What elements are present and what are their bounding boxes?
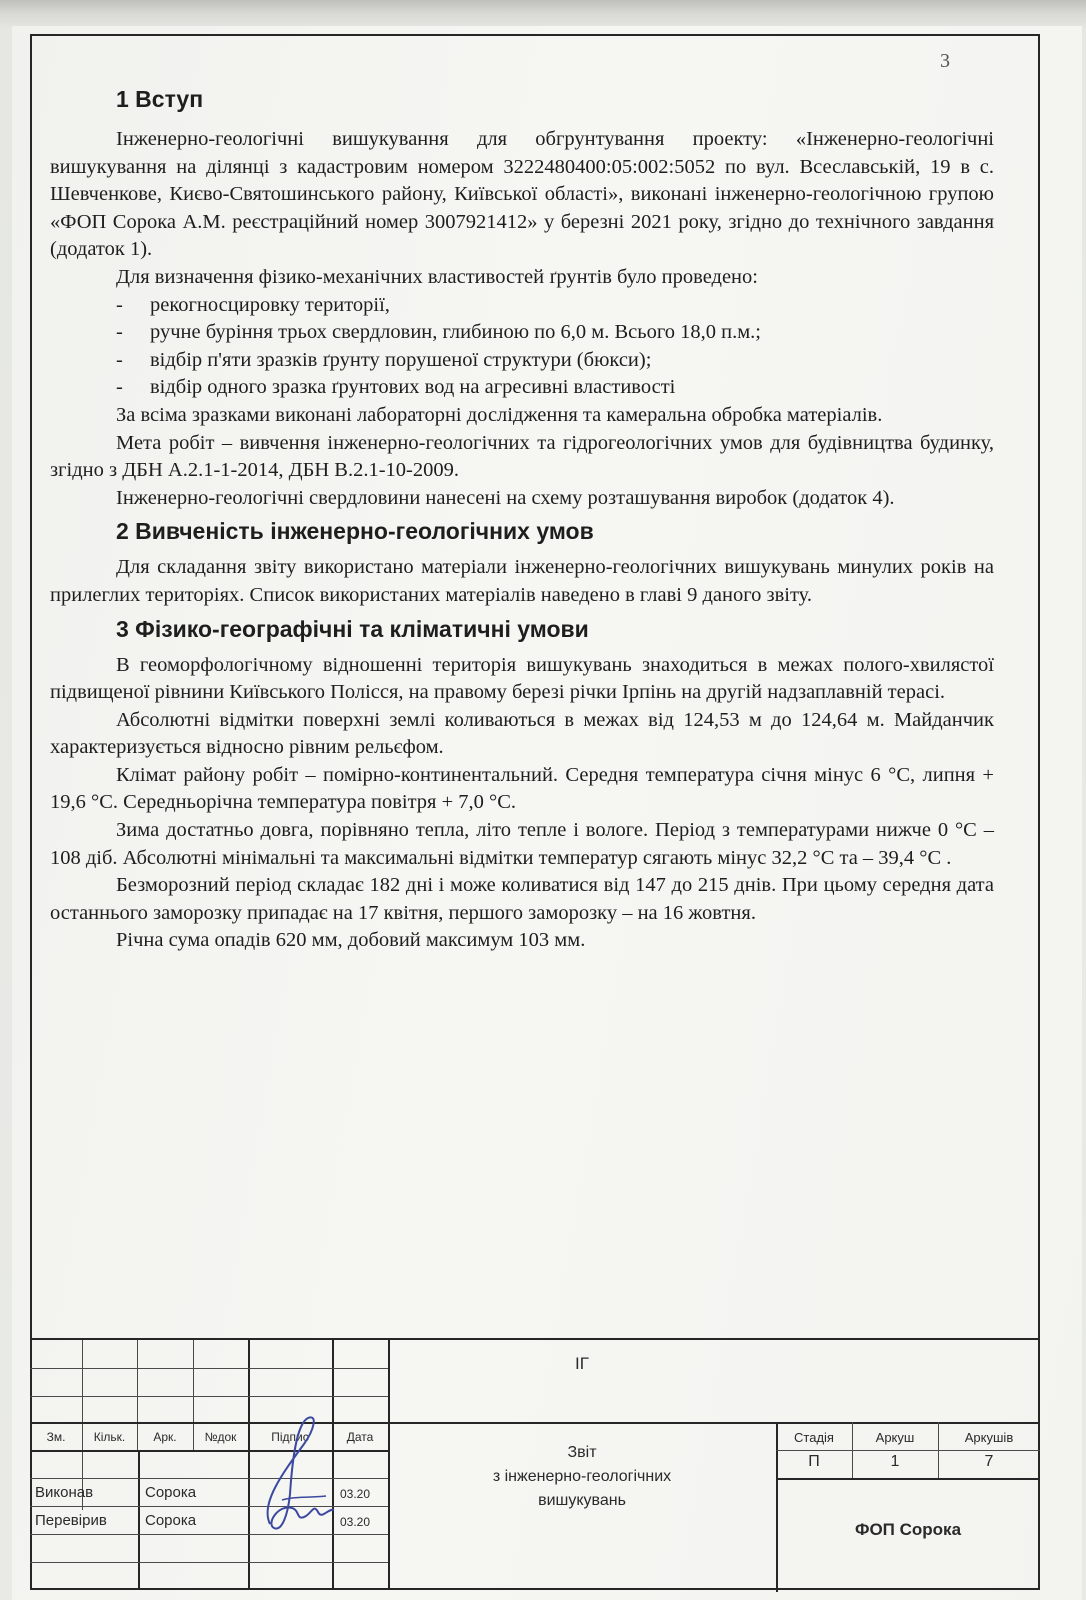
col-header-date: Дата <box>346 1430 374 1444</box>
report-title-line-2: з інженерно-геологічних <box>492 1468 672 1485</box>
document-body <box>50 84 994 955</box>
paragraph: Інженерно-геологічні вишукування для обгрунтування проекту: «Інженерно-геологічні вишукування на ділянці з кадастровим номером 3222480400:05:002:5052 по вул. Всеславській, 19 в с. Шевченкове, Києво-Святошинського району, Київської області», виконані інженерно-геологічною групою «ФОП Сорока А.М. реєстраційний номер 3007921412» у березні 2021 року, згідно до технічного завдання (додаток 1). <box>50 128 994 261</box>
col-header-sheet: Арк. <box>153 1430 177 1444</box>
sheets-value: 7 <box>984 1453 994 1470</box>
paragraph: Мета робіт – вивчення інженерно-геологічних та гідрогеологічних умов для будівництва будинку, згідно з ДБН А.2.1-1-2014, ДБН В.2.1-10-2009. <box>50 431 994 482</box>
col-header-signature: Підпис <box>271 1430 309 1444</box>
paragraph: Зима достатньо довга, порівняно тепла, літо тепле і вологе. Період з температурами нижче 0 °С – 108 діб. Абсолютні мінімальні та максимальні відмітки температур сягають мінус 32,2 °С та – 39,4 °С . <box>50 819 994 869</box>
paragraph: Абсолютні відмітки поверхні землі коливаються в межах від 124,53 м до 124,64 м. Майданчик характеризується відносно рівним рельєфом. <box>50 708 994 759</box>
signature-image <box>252 1404 342 1544</box>
section-heading: 2 Вивченість інженерно-геологічних умов <box>116 518 594 545</box>
paragraph: Для визначення фізико-механічних властивостей ґрунтів було проведено: <box>116 265 758 288</box>
report-title-line-1: Звіт <box>567 1444 597 1461</box>
paragraph: Клімат району робіт – помірно-континентальний. Середня температура січня мінус 6 °С, липня + 19,6 °С. Середньорічна температура повітря + 7,0 °С. <box>50 763 994 814</box>
organization-name: ФОП Сорока <box>854 1520 962 1539</box>
paragraph: За всіма зразками виконані лабораторні дослідження та камеральна обробка матеріалів. <box>116 403 883 426</box>
name-executed: Сорока <box>145 1484 197 1501</box>
col-header-quantity: Кільк. <box>93 1430 126 1444</box>
name-checked: Сорока <box>145 1512 197 1529</box>
page-number: 3 <box>940 50 950 72</box>
list-item: - відбір одного зразка ґрунтових вод на агресивні властивості <box>116 374 994 402</box>
col-header-change: Зм. <box>46 1430 66 1444</box>
date-executed: 03.20 <box>340 1487 371 1501</box>
list-item: - відбір п'яти зразків ґрунту порушеної структури (бюкси); <box>116 347 994 375</box>
sheet-header: Аркуш <box>875 1430 915 1445</box>
list-item: - ручне буріння трьох свердловин, глибиною по 6,0 м. Всього 18,0 п.м.; <box>116 319 994 347</box>
paragraph: Для складання звіту використано матеріали інженерно-геологічних вишукувань минулих років на прилеглих територіях. Список використаних матеріалів наведено в главі 9 даного звіту. <box>50 556 994 606</box>
paragraph: Інженерно-геологічні свердловини нанесені на схему розташування виробок (додаток 4). <box>116 486 895 509</box>
section-heading: 1 Вступ <box>116 86 204 112</box>
document-code: ІГ <box>575 1354 589 1373</box>
bullet-list <box>50 292 994 402</box>
paragraph: Річна сума опадів 620 мм, добовий максимум 103 мм. <box>116 929 586 952</box>
stage-value: П <box>808 1453 820 1470</box>
sheet-value: 1 <box>890 1453 900 1470</box>
col-header-doc-no: №док <box>204 1430 237 1444</box>
role-checked: Перевірив <box>35 1512 107 1529</box>
date-checked: 03.20 <box>340 1515 371 1529</box>
list-item: - рекогносцировку території, <box>116 292 994 320</box>
paragraph: В геоморфологічному відношенні територія вишукувань знаходиться в межах полого-хвилястої підвищеної рівнини Київського Полісся, на правому березі річки Ірпінь на другій надзаплавній терасі. <box>50 653 994 704</box>
section-heading: 3 Фізико-географічні та кліматичні умови <box>116 615 589 642</box>
stage-header: Стадія <box>794 1430 834 1445</box>
sheets-header: Аркушів <box>964 1430 1014 1445</box>
role-executed: Виконав <box>35 1484 94 1501</box>
report-title-line-3: вишукувань <box>538 1492 626 1509</box>
paragraph: Безморозний період складає 182 дні і може коливатися від 147 до 215 днів. При цьому середня дата останнього заморозку припадає на 17 квітня, першого заморозку – на 16 жовтня. <box>50 874 994 924</box>
title-block <box>30 1338 1040 1590</box>
